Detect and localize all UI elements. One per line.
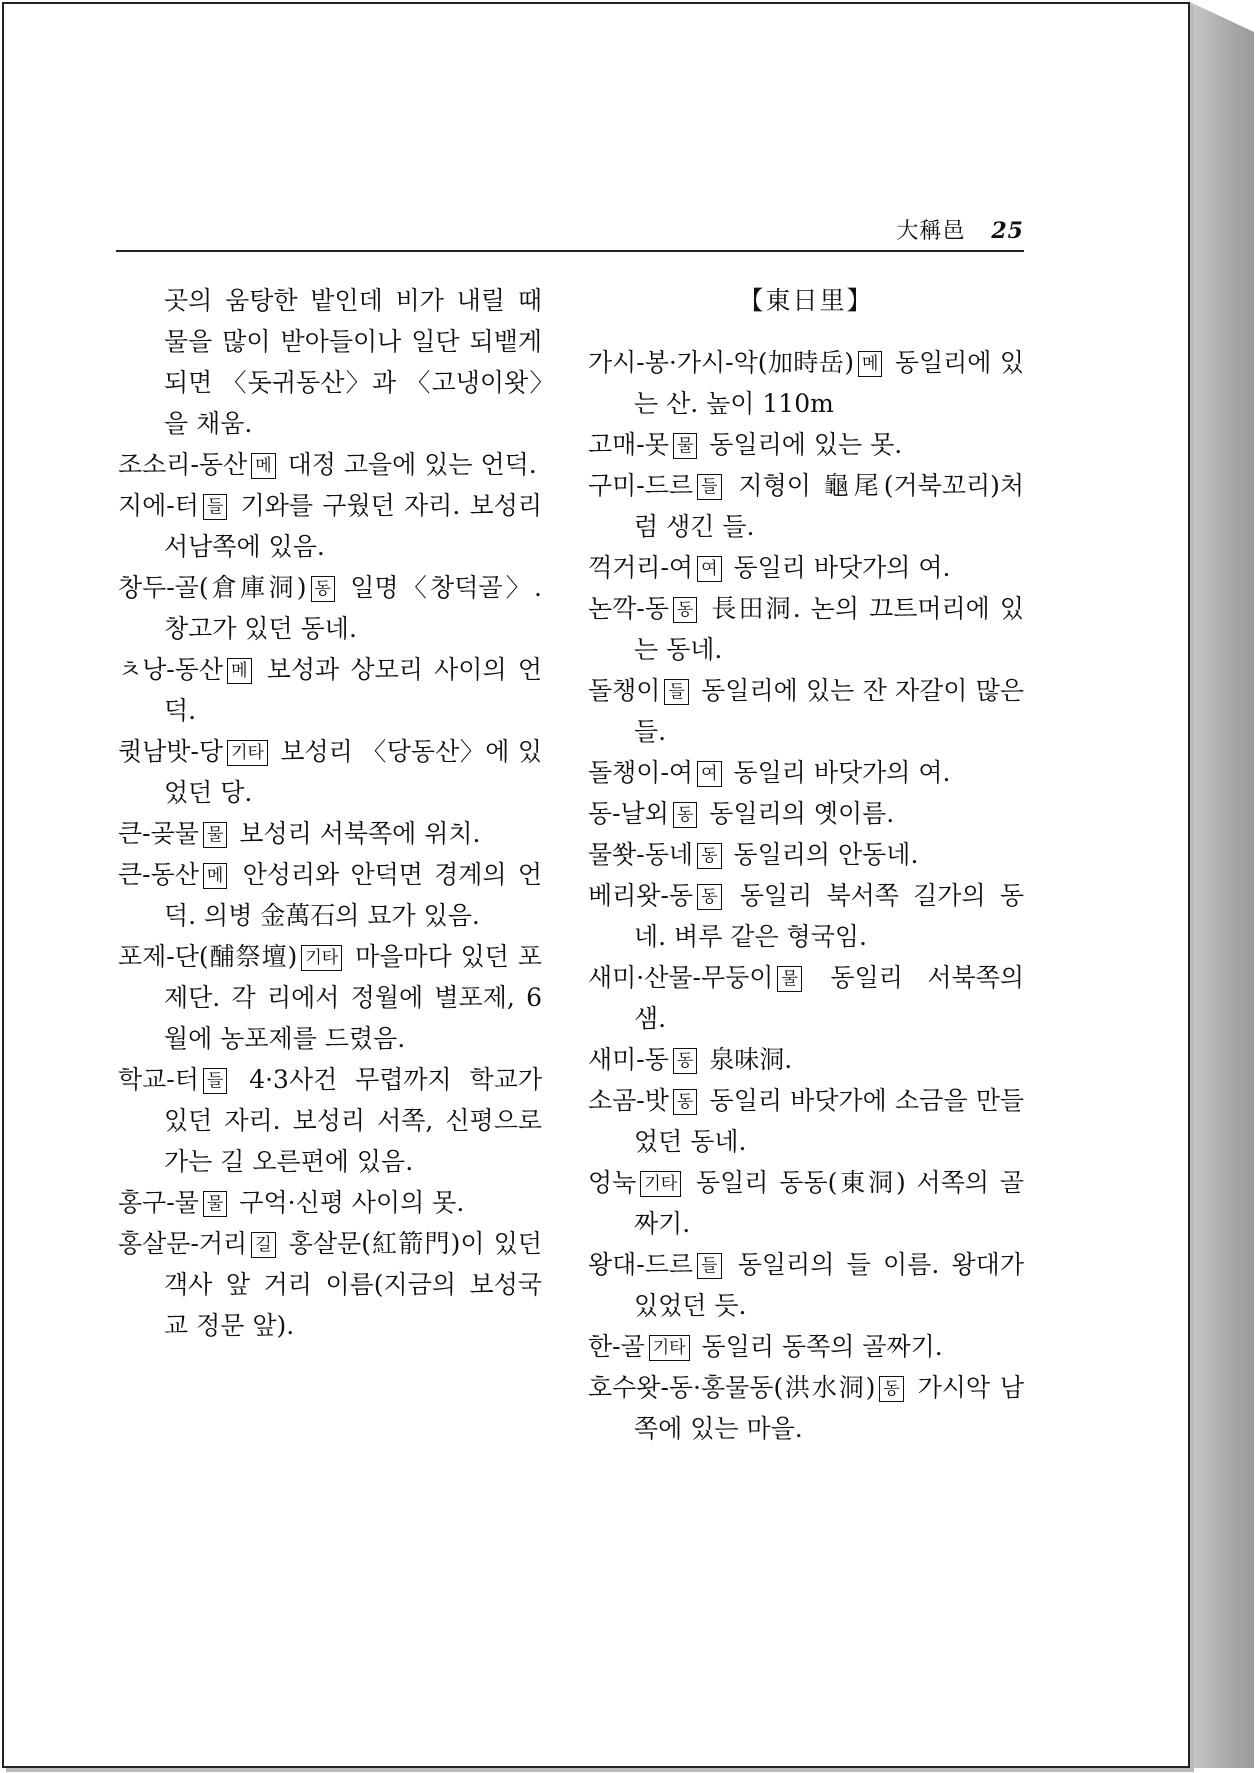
entry-name: 조소리-동산 bbox=[118, 450, 248, 479]
page-number: 25 bbox=[991, 218, 1024, 244]
category-tag: 동 bbox=[673, 1089, 697, 1115]
category-tag: 물 bbox=[673, 433, 697, 459]
entry-name: 돌챙이 bbox=[588, 676, 661, 705]
category-tag: 동 bbox=[697, 884, 721, 910]
entry-name: 베리왓-동 bbox=[588, 881, 694, 910]
entry-description: 마을마다 있던 포제단. 각 리에서 정월에 별포제, 6월에 농포제를 드렸음. bbox=[164, 942, 542, 1053]
category-tag: 들 bbox=[203, 494, 227, 520]
entry-name: 한-골 bbox=[588, 1332, 645, 1361]
entry-description: 안성리와 안덕면 경계의 언덕. 의병 金萬石의 묘가 있음. bbox=[164, 860, 542, 930]
category-tag: 기타 bbox=[649, 1335, 690, 1361]
gazetteer-entry bbox=[118, 1059, 542, 1182]
entry-description: 기와를 구웠던 자리. 보성리 서남쪽에 있음. bbox=[164, 491, 542, 561]
right-entry-list bbox=[588, 342, 1024, 1449]
entry-description: 동일리의 들 이름. 왕대가 있었던 듯. bbox=[634, 1250, 1024, 1320]
entry-description: 동일리 동동(東洞) 서쪽의 골짜기. bbox=[634, 1168, 1024, 1238]
entry-name: 포제-단(酺祭壇) bbox=[118, 942, 298, 971]
entry-name: 구미-드르 bbox=[588, 471, 694, 500]
gazetteer-entry bbox=[588, 424, 1024, 465]
gazetteer-entry bbox=[588, 1039, 1024, 1080]
category-tag: 들 bbox=[697, 474, 721, 500]
entry-description: 보성과 상모리 사이의 언덕. bbox=[164, 655, 542, 725]
category-tag: 동 bbox=[673, 1048, 697, 1074]
entry-name: 큇남밧-당 bbox=[118, 737, 224, 766]
entry-name: 홍살문-거리 bbox=[118, 1229, 248, 1258]
entry-description: 구억·신평 사이의 못. bbox=[231, 1188, 465, 1217]
entry-name: 돌챙이-여 bbox=[588, 758, 694, 787]
category-tag: 들 bbox=[664, 679, 688, 705]
continuation-text: 곳의 움탕한 밭인데 비가 내릴 때 물을 많이 받아들이나 일단 되뱉게 되면 〈돗귀동산〉과 〈고냉이왓〉을 채움. bbox=[164, 286, 542, 438]
gazetteer-entry bbox=[588, 588, 1024, 670]
left-column bbox=[118, 280, 542, 1346]
entry-name: 새미-동 bbox=[588, 1045, 669, 1074]
category-tag: 물 bbox=[777, 966, 801, 992]
category-tag: 메 bbox=[227, 658, 251, 684]
category-tag: 동 bbox=[697, 843, 721, 869]
category-tag: 들 bbox=[203, 1068, 227, 1094]
category-tag: 물 bbox=[203, 1191, 227, 1217]
book-side-edge bbox=[1190, 2, 1254, 1768]
entry-name: 물쐇-동네 bbox=[588, 840, 694, 869]
section-title: 【東日里】 bbox=[738, 286, 874, 315]
category-tag: 동 bbox=[311, 576, 335, 602]
gazetteer-entry bbox=[588, 1162, 1024, 1244]
gazetteer-entry bbox=[118, 649, 542, 731]
entry-description: 홍살문(紅箭門)이 있던 객사 앞 거리 이름(지금의 보성국교 정문 앞). bbox=[164, 1229, 542, 1340]
gazetteer-entry bbox=[588, 752, 1024, 793]
category-tag: 기타 bbox=[301, 945, 342, 971]
entry-description: 동일리에 있는 못. bbox=[701, 430, 903, 459]
entry-description: 동일리의 옛이름. bbox=[701, 799, 895, 828]
entry-description: 대정 고을에 있는 언덕. bbox=[279, 450, 537, 479]
gazetteer-entry bbox=[118, 567, 542, 649]
right-column bbox=[588, 280, 1024, 1449]
chapter-title: 大稱邑 bbox=[896, 219, 966, 244]
entry-description: 동일리 서북쪽의 샘. bbox=[634, 963, 1024, 1033]
gazetteer-entry bbox=[118, 1223, 542, 1346]
entry-name: 지에-터 bbox=[118, 491, 199, 520]
entry-name: 학교-터 bbox=[118, 1065, 199, 1094]
entry-name: 꺽거리-여 bbox=[588, 553, 694, 582]
entry-name: 창두-골(倉庫洞) bbox=[118, 573, 307, 602]
gazetteer-entry bbox=[588, 793, 1024, 834]
entry-name: 엉눅 bbox=[588, 1168, 637, 1197]
category-tag: 메 bbox=[251, 453, 275, 479]
gazetteer-entry bbox=[588, 1326, 1024, 1367]
entry-description: 동일리 바닷가에 소금을 만들었던 동네. bbox=[634, 1086, 1024, 1156]
entry-description: 長田洞. 논의 끄트머리에 있는 동네. bbox=[634, 594, 1024, 664]
gazetteer-entry bbox=[588, 1080, 1024, 1162]
gazetteer-entry bbox=[118, 485, 542, 567]
entry-name: 동-날외 bbox=[588, 799, 669, 828]
entry-description: 泉味洞. bbox=[701, 1045, 793, 1074]
entry-name: 새미·산물-무둥이 bbox=[588, 963, 774, 992]
category-tag: 동 bbox=[673, 802, 697, 828]
entry-name: ㅊ낭-동산 bbox=[118, 655, 224, 684]
running-head-text bbox=[896, 214, 1024, 245]
entry-description: 동일리 동쪽의 골짜기. bbox=[693, 1332, 943, 1361]
category-tag: 동 bbox=[879, 1376, 903, 1402]
entry-description: 지형이 龜尾(거북꼬리)처럼 생긴 들. bbox=[634, 471, 1024, 541]
entry-description: 동일리 북서쪽 길가의 동네. 벼루 같은 형국임. bbox=[634, 881, 1024, 951]
entry-name: 호수왓-동·홍물동(洪水洞) bbox=[588, 1373, 876, 1402]
gazetteer-entry bbox=[118, 936, 542, 1059]
category-tag: 들 bbox=[697, 1253, 721, 1279]
category-tag: 기타 bbox=[640, 1171, 681, 1197]
category-tag: 기타 bbox=[227, 740, 268, 766]
entry-name: 큰-곶물 bbox=[118, 819, 199, 848]
gazetteer-entry bbox=[118, 854, 542, 936]
category-tag: 여 bbox=[697, 761, 721, 787]
entry-name: 논깍-동 bbox=[588, 594, 669, 623]
entry-name: 고매-못 bbox=[588, 430, 669, 459]
gazetteer-entry bbox=[118, 444, 542, 485]
entry-description: 동일리의 안동네. bbox=[725, 840, 919, 869]
entry-description: 가시악 남쪽에 있는 마을. bbox=[634, 1373, 1024, 1443]
category-tag: 물 bbox=[203, 822, 227, 848]
entry-name: 왕대-드르 bbox=[588, 1250, 694, 1279]
gazetteer-entry bbox=[588, 1367, 1024, 1449]
entry-description: 보성리 서북쪽에 위치. bbox=[231, 819, 481, 848]
category-tag: 메 bbox=[858, 351, 882, 377]
category-tag: 길 bbox=[251, 1232, 275, 1258]
gazetteer-entry bbox=[588, 834, 1024, 875]
entry-description: 동일리 바닷가의 여. bbox=[725, 758, 951, 787]
gazetteer-entry bbox=[118, 813, 542, 854]
entry-description: 동일리에 있는 산. 높이 110m bbox=[634, 348, 1024, 418]
entry-description: 동일리에 있는 잔 자갈이 많은 들. bbox=[634, 676, 1024, 746]
gazetteer-entry bbox=[588, 547, 1024, 588]
left-entry-list bbox=[118, 444, 542, 1346]
entry-name: 홍구-물 bbox=[118, 1188, 199, 1217]
gazetteer-entry bbox=[118, 731, 542, 813]
entry-description: 4·3사건 무렵까지 학교가 있던 자리. 보성리 서쪽, 신평으로 가는 길 오른편에 있음. bbox=[164, 1065, 542, 1176]
category-tag: 메 bbox=[203, 863, 227, 889]
gazetteer-entry bbox=[588, 957, 1024, 1039]
gazetteer-entry bbox=[588, 342, 1024, 424]
gazetteer-entry bbox=[118, 1182, 542, 1223]
category-tag: 동 bbox=[673, 597, 697, 623]
gazetteer-entry bbox=[588, 465, 1024, 547]
entry-description: 보성리 〈당동산〉에 있었던 당. bbox=[164, 737, 542, 807]
entry-description: 일명〈창덕골〉. 창고가 있던 동네. bbox=[164, 573, 543, 643]
entry-name: 가시-봉·가시-악(加時岳) bbox=[588, 348, 855, 377]
gazetteer-entry bbox=[588, 875, 1024, 957]
gazetteer-entry bbox=[588, 1244, 1024, 1326]
entry-name: 큰-동산 bbox=[118, 860, 199, 889]
entry-description: 동일리 바닷가의 여. bbox=[725, 553, 951, 582]
entry-name: 소곰-밧 bbox=[588, 1086, 669, 1115]
gazetteer-entry bbox=[588, 670, 1024, 752]
running-header bbox=[116, 210, 1024, 252]
category-tag: 여 bbox=[697, 556, 721, 582]
